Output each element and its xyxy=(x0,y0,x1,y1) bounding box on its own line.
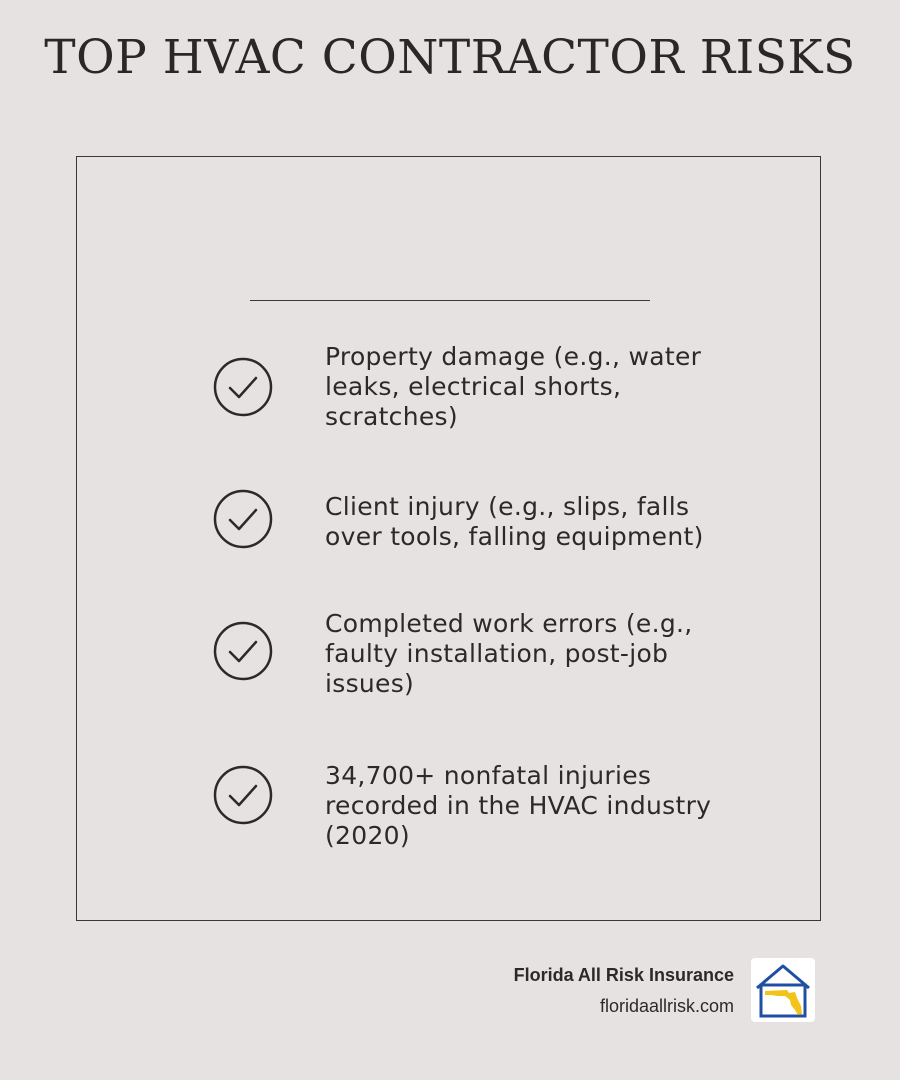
brand-url: floridaallrisk.com xyxy=(599,996,734,1016)
risk-text: 34,700+ nonfatal injuries recorded in the HVAC industry (2020) xyxy=(325,761,712,850)
page-title: TOP HVAC CONTRACTOR RISKS xyxy=(44,30,856,85)
check-circle-icon xyxy=(212,356,274,418)
risk-text: Completed work errors (e.g., faulty installation, post-job issues) xyxy=(325,609,693,698)
risk-text: Client injury (e.g., slips, falls over tools, falling equipment) xyxy=(325,492,704,551)
divider-line xyxy=(250,300,650,301)
risk-text: Property damage (e.g., water leaks, electrical shorts, scratches) xyxy=(325,342,702,431)
check-circle-icon xyxy=(212,488,274,550)
check-circle-icon xyxy=(212,764,274,826)
check-circle-icon xyxy=(212,620,274,682)
house-florida-logo-icon xyxy=(751,958,815,1022)
brand-name: Florida All Risk Insurance xyxy=(513,965,734,985)
